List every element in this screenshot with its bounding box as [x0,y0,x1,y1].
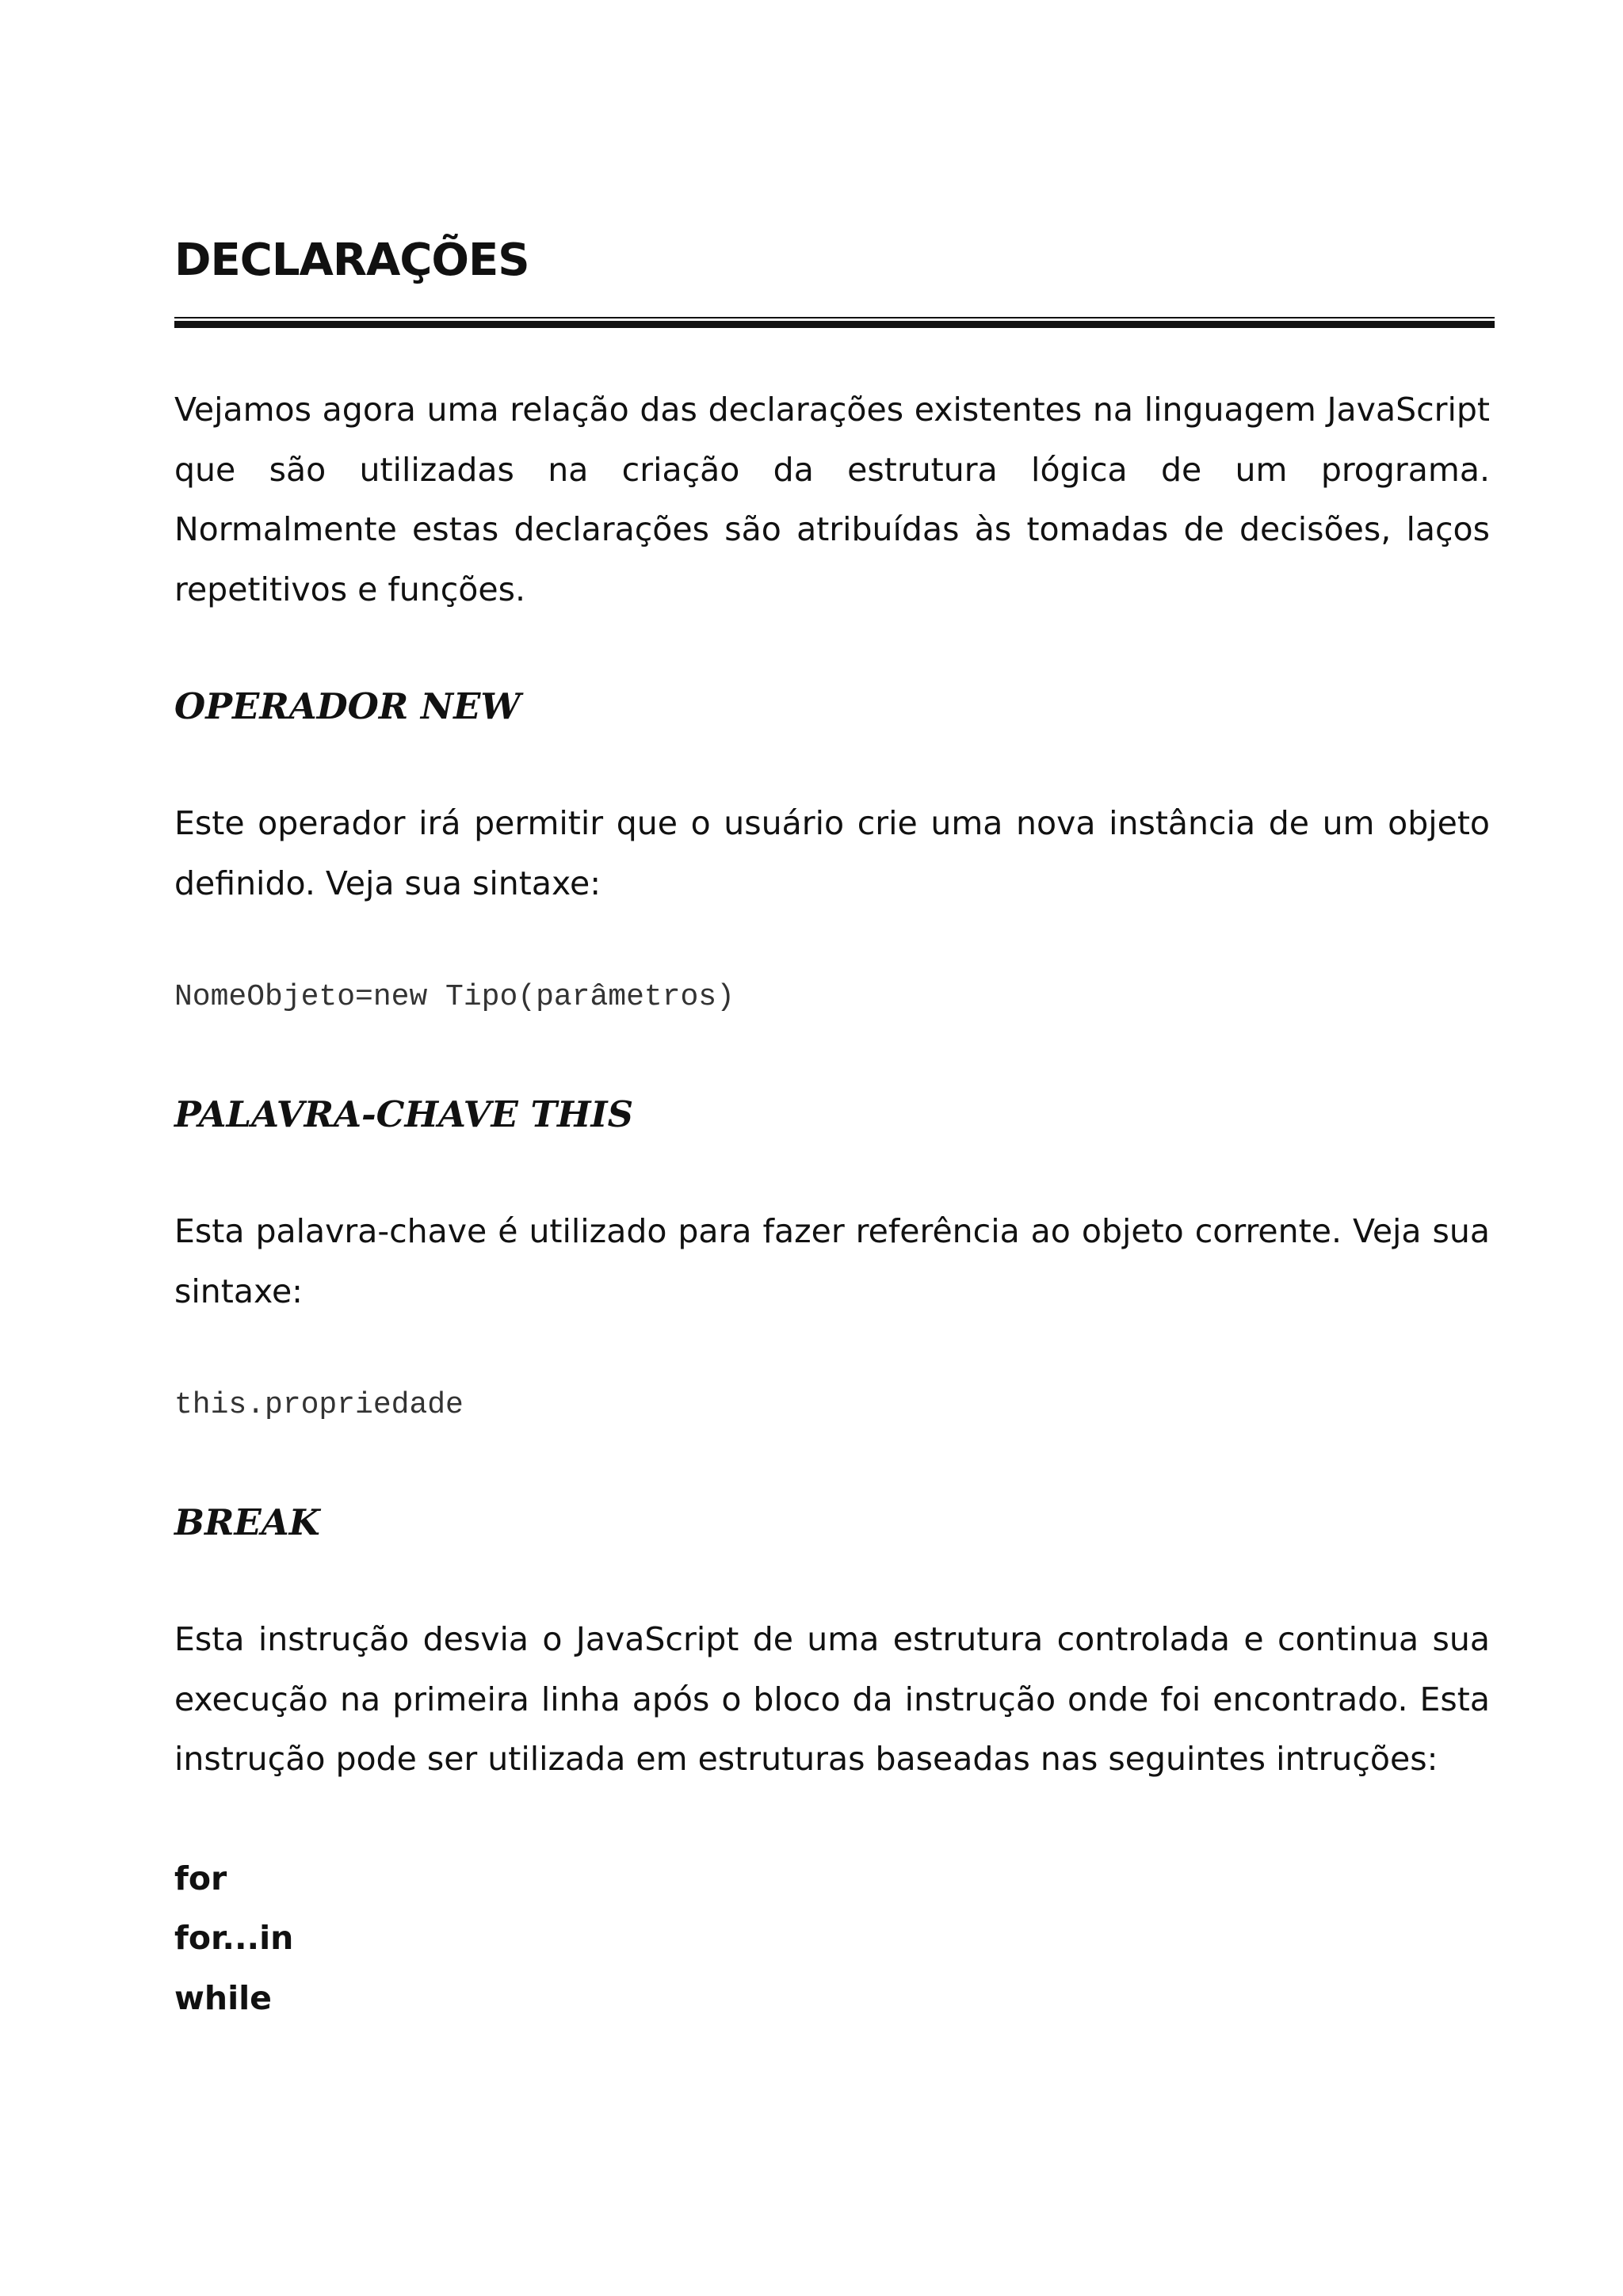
keyword-list [174,1849,1490,2029]
section-text-break: Esta instrução desvia o JavaScript de uma estrutura controlada e continua sua execução na primeira linha após o bloco da instrução onde foi encontrado. Esta instrução pode ser utilizada em estruturas baseadas nas seguintes intruções: [174,1620,1490,1778]
keyword-item: for...in [174,1919,294,1957]
keyword-item: for [174,1859,227,1897]
document-page [174,230,1490,2028]
section-heading-this: PALAVRA-CHAVE THIS [174,1093,634,1135]
section-heading-operador-new: OPERADOR NEW [174,685,521,727]
page-title: DECLARAÇÕES [174,235,529,286]
section-heading-break: BREAK [174,1501,320,1543]
intro-paragraph: Vejamos agora uma relação das declarações existentes na linguagem JavaScript que são utilizadas na criação da estrutura lógica de um programa. Normalmente estas declarações são atribuídas às tomadas de decisões, laços repetitivos e funções. [174,391,1490,608]
code-sample-operador-new: NomeObjeto=new Tipo(parâmetros) [174,980,735,1014]
code-sample-this: this.propriedade [174,1388,464,1422]
title-divider [174,317,1495,328]
section-text-operador-new: Este operador irá permitir que o usuário crie uma nova instância de um objeto definido. Veja sua sintaxe: [174,804,1490,902]
section-text-this: Esta palavra-chave é utilizado para fazer referência ao objeto corrente. Veja sua sintaxe: [174,1212,1490,1310]
keyword-item: while [174,1978,272,2017]
